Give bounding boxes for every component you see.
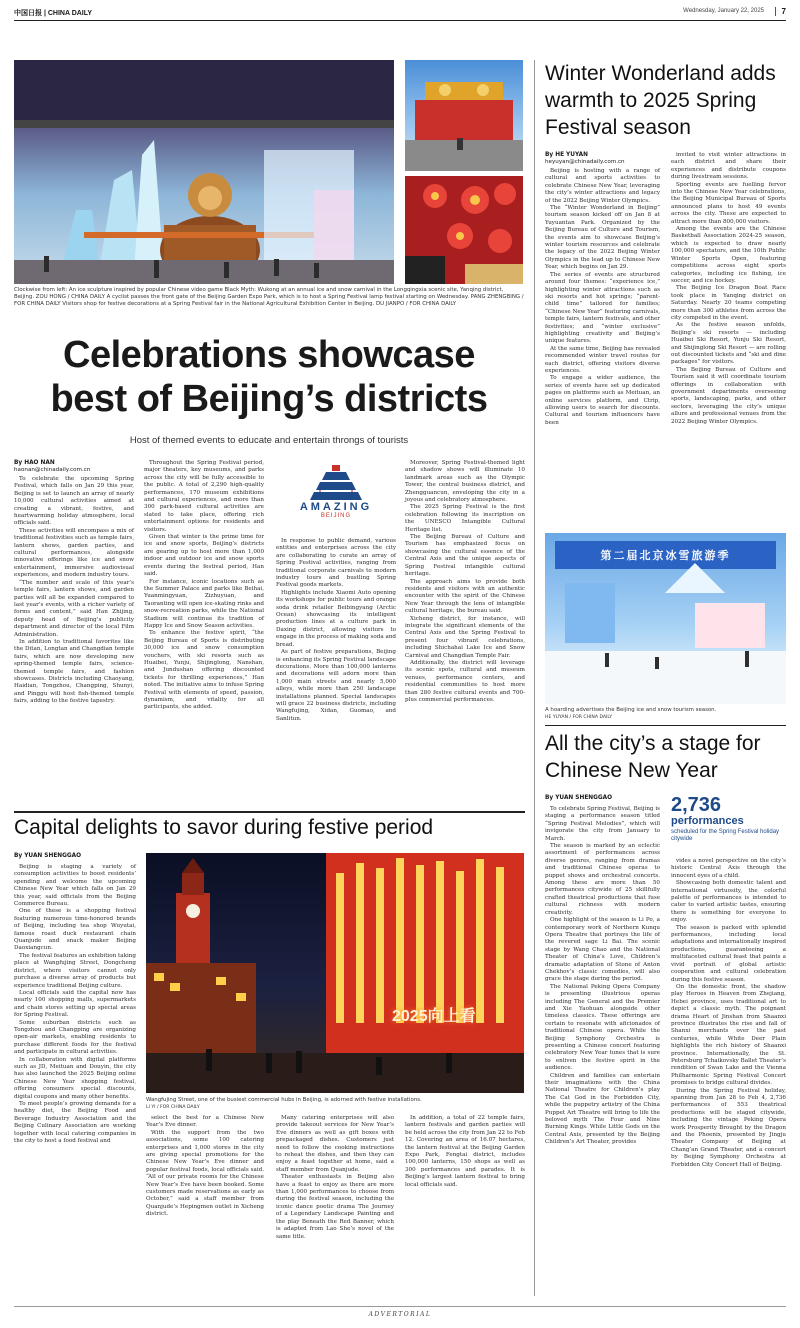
ski-season-hoarding-photo <box>545 533 786 704</box>
stage-stat-unit: performances <box>671 815 744 827</box>
main-headline-line2: best of Beijing’s districts <box>50 378 488 420</box>
paragraph: One of these is a shopping festival featuring numerous time-honored brands of Beijing, including tea shop Wuyutai, famous roast duck restaurant chain Quanjude and snack maker Beijing Daoxiangcun. <box>14 908 136 952</box>
winter-column-1 <box>545 168 660 427</box>
hoarding-banner-text: 第二届北京冰雪旅游季 <box>600 550 731 562</box>
main-byline-email: haonan@chinadaily.com.cn <box>14 467 91 473</box>
logo-beijing-text: BEIJING <box>320 513 352 519</box>
wangfujing-sign-text: 2025向上看 <box>392 1008 476 1025</box>
paragraph: Beijing is staging a variety of consumption activities to boost residents’ spending and welcome the upcoming Chinese New Year which falls on Jan 29 this year, said officials from the Beijing Commerce Bureau. <box>14 864 136 908</box>
amazing-beijing-logo <box>276 462 396 522</box>
main-column-1 <box>14 476 134 706</box>
main-column-3 <box>276 538 396 723</box>
expo-gate-illustration <box>405 60 523 171</box>
capital-column-1 <box>14 864 136 1145</box>
paragraph: select the best for a Chinese New Year’s Eve dinner. <box>146 1115 264 1129</box>
capital-top-rule <box>14 811 525 813</box>
main-headline <box>14 333 524 421</box>
paragraph: To celebrate Spring Festival, Beijing is staging a performance season titled “Spring Festival Melodies”, which will invigorate the city from January to March. <box>545 806 660 842</box>
paragraph: invited to visit winter attractions in each district and share their experiences and distribute coupons during livestream sessions. <box>671 152 786 181</box>
paragraph: As the festive season unfolds, Beijing’s ski resorts — including Huaibei Ski Resort, Yunju Ski Resort, and Shijinglong Ski Resort — are rolling out discounted tickets and “ski and dine packages” for visitors. <box>671 322 786 366</box>
garden-expo-gate-photo <box>405 60 523 171</box>
paragraph: The series of events are structured around four themes: “experience ice,” highlighting winter attractions such as ski resorts and hot springs; “parent-child time” tailored for families; “Chinese New Year” featuring carnivals, temple fairs, lantern festivals, and other festivities; and “winter exclusive” highlighting creativity and Beijing’s unique features. <box>545 271 660 345</box>
paragraph: vides a novel perspective on the city’s historic Central Axis through the innocent eyes of a child. <box>671 858 786 879</box>
paragraph: These activities will encompass a mix of traditional festivities such as temple fairs, lantern shows, garden parties, and cultural performances, alongside innovative offerings like ice and snow entertainment, immersive audiovisual experiences, and modern industry tours. <box>14 527 134 579</box>
capital-byline <box>14 853 136 860</box>
paragraph: The Beijing Bureau of Culture and Tourism said it will coordinate tourism offerings in collaboration with government departments overseeing sports, landscaping, parks, and other sectors, leveraging the city’s unique allure and professional venues from the 2022 Beijing Winter Olympics. <box>671 366 786 425</box>
winter-byline-name: By HE YUYAN <box>545 152 588 158</box>
paragraph: The Beijing Ice Dragon Boat Race took place in Yanqing district on Saturday. Nearly 20 teams competing more than 300 athletes from across the city competed in the event. <box>671 285 786 321</box>
paragraph: Xicheng district, for instance, will integrate the significant elements of the Central Axis and the Spring Festival to present four vibrant celebrations, including Shichahai Lake Ice and Snow Carnival and Changdian Temple Fair. <box>405 615 525 659</box>
capital-headline: Capital delights to savor during festive period <box>14 816 434 839</box>
paragraph: The National Peking Opera Company is presenting illustrious operas including The General and the Premier and Xie Yaohuan alongside other timeless classics. These offerings are certain to resonate with aficionados of traditional Chinese opera. While the Beijing Symphony Orchestra is presenting a Chinese concert featuring celebratory New Year tunes that is sure to enliven the festive spirit in the audience. <box>545 983 660 1072</box>
masthead <box>14 7 786 21</box>
paragraph: To enhance the festive spirit, “the Beijing Bureau of Sports is distributing 30,000 ice and snow consumption vouchers, with ski resorts such as Huaibei, Yunju, Shijinglong, Nanshan, and Jundushan offering discounted tickets for thrilling experiences,” Han noted. The initiative aims to infuse Spring Festival with elements of speed, passion, dynamism, and vitality for all participants, she added. <box>144 630 264 711</box>
footer-label: ADVERTORIAL <box>368 1311 432 1318</box>
stage-byline-name: By YUAN SHENGGAO <box>545 795 613 801</box>
masthead-date: Wednesday, January 22, 2025 <box>683 8 764 14</box>
paragraph: Throughout the Spring Festival period, major theaters, key museums, and parks across the city will be fully accessible to the public. A total of 2,290 high-quality performances, 170 museum exhibitions and cultural experiences, and more than 300 park-based cultural activities are slated to take place, offering rich entertainment options for residents and visitors. <box>144 460 264 533</box>
paragraph: Many catering enterprises will also provide takeout services for New Year’s Eve dinners as well as gift boxes with prepackaged dishes. Customers just need to follow the cooking instructions to reheat the dishes, and then they can enjoy a feast together at home, said a staff member from Quanjude. <box>276 1115 394 1173</box>
paragraph: The festival features an exhibition taking place at Wangfujing Street, Dongcheng district, where visitors cannot only purchase a diverse array of products but experience traditional Beijing culture. <box>14 952 136 989</box>
main-column-4 <box>405 460 525 704</box>
ice-sculpture-illustration <box>14 60 394 284</box>
stage-stat-desc: scheduled for the Spring Festival holiday citywide <box>671 829 780 843</box>
masthead-title: 中国日报 | CHINA DAILY <box>14 10 93 17</box>
paragraph: With the support from the two associations, some 100 catering enterprises and 1,000 stores in the city are giving special promotions for the Chinese New Year’s Eve dinner and popular festival foods, local officials said. “All of our private rooms for the Chinese New Year’s Eve have been booked. Some customers made reservations as early as October,” said a staff member from Quanjude’s Hepingmen outlet in Xicheng district. <box>146 1129 264 1218</box>
festival-fair-photo <box>405 176 523 284</box>
stage-headline: All the city’s a stage for Chinese New Year <box>545 732 761 782</box>
paragraph: At the same time, Beijing has revealed recommended winter travel routes for each district, offering visitors diverse experiences. <box>545 345 660 374</box>
stage-stat-number: 2,736 <box>671 794 722 816</box>
paragraph: Among the events are the Chinese Basketball Association 2024-25 season, which is expected to draw nearly 100,000 spectators, and the 10th Public Winter Sports Open, featuring competitions across eight sports categories, including ice fishing, ice soccer, and ice hockey. <box>671 226 786 284</box>
winter-photo-caption <box>545 707 786 721</box>
capital-column-4 <box>405 1115 525 1189</box>
winter-photo-credit: HE YUYAN / FOR CHINA DAILY <box>545 715 613 720</box>
footer-rule <box>14 1306 786 1307</box>
winter-byline-email: heyuyan@chinadaily.com.cn <box>545 159 625 165</box>
stage-column-2 <box>671 858 786 1169</box>
column-divider <box>534 60 535 1296</box>
ice-sculpture-photo <box>14 60 394 284</box>
paragraph: To engage a wider audience, the series of events have set up dedicated pages on platforms such as Meituan, an online services platform, and Ctrip, allowing users to search for discounts. Cultural and tourism influencers have been <box>545 375 660 426</box>
paragraph: Highlights include Xiaomi Auto opening its workshops for public tours and orange soda drink retailer Beibingyang (Arctic Ocean) showcasing its intelligent production lines at a culture park in Daxing district, allowing visitors to engage in the process of making soda and bread. <box>276 589 396 648</box>
paragraph: During the Spring Festival holiday, spanning from Jan 28 to Feb 4, 2,736 performances of 553 theatrical productions will be staged citywide, including the vintage Peking Opera work Prosperity Brought by the Dragon and the Phoenix, presented by Jingju Theater Company of Beijing at Chang’an Grand Theater, and a concert by Beijing Symphony Orchestra at Forbidden City Concert Hall of Beijing. <box>671 1087 786 1168</box>
winter-byline <box>545 152 660 166</box>
paragraph: Moreover, Spring Festival-themed light and shadow shows will illuminate 10 landmark areas such as the Olympic Tower, the central business district, and Zhengguancun, enveloping the city in a joyous and celebratory atmosphere. <box>405 460 525 504</box>
winter-headline: Winter Wonderland adds warmth to 2025 Spring Festival season <box>545 62 776 139</box>
paragraph: The season is marked by an eclectic assortment of performances across diverse genres, ranging from dramas and traditional Chinese operas to puppet shows and orchestral concerts. Among these are more than 50 performances citywide of 25 skillfully crafted theatrical productions that fuse cultural richness with modern creativity. <box>545 843 660 916</box>
main-column-2 <box>144 460 264 712</box>
main-byline-name: By HAO NAN <box>14 460 55 466</box>
paragraph: On the domestic front, the shadow play Heroes in Heaven from Zhejiang, Hebei province, uses traditional art to depict a classic myth. The poignant drama Heart of Jinshan from Shaanxi province illustrates the rise and fall of Shanxi merchants over the past centuries, while White Deer Plain highlights the rich history of Shaanxi province. Internationally, the St. Petersburg Tchaikovsky Ballet Theater’s rendition of Swan Lake and the Vienna Philharmonic Spring Festival Concert promises to bridge cultural divides. <box>671 983 786 1087</box>
wangfujing-illustration <box>146 853 524 1093</box>
paragraph: The “Winter Wonderland in Beijing” tourism season kicked off on Jan 8 at Yuyuantan Park. Organized by the Beijing Bureau of Culture and Tourism, the events aim to showcase Beijing’s winter tourism resources and celebrate the legacy of the 2022 Beijing Winter Olympics in the lead up to Chinese New Year, which begins on Jan 29. <box>545 205 660 271</box>
stage-stat-box <box>671 795 786 844</box>
top-photo-caption: Clockwise from left: An ice sculpture inspired by popular Chinese video game Black Myth: Wukong at an annual ice and snow carnival in the Longqingxia scenic site, Yanqing district, Beijing. ZOU HONG / CHINA DAILY A cyclist passes the front gate of the Beijing Garden Expo Park, which is to host a Spring Festival lamp festival starting on Wednesday. PANG ZHENGBING / FOR CHINA DAILY Visitors shop for festive decorations at a Spring Festival fair in the National Agricultural Exhibition Center in Beijing. DU JIANPO / FOR CHINA DAILY <box>14 287 524 307</box>
wangfujing-photo <box>146 853 524 1093</box>
paragraph: Children and families can entertain their imaginations with the China National Theatre for Children’s play The Cat God in the Forbidden City, while the puppetry artistry of the China Puppet Art Theatre will bring to life the beloved myth The Four and Nine Burning Kings. While Little Gods on the Central Axis, presented by the Beijing Children’s Art Theater, provides <box>545 1072 660 1146</box>
capital-column-2 <box>146 1115 264 1219</box>
paragraph: The approach aims to provide both residents and visitors with an authentic encounter with the spirit of the Chinese New Year through the lens of intangible cultural heritage, the bureau said. <box>405 578 525 615</box>
paragraph: As part of festive preparations, Beijing is enhancing its Spring Festival landscape decorations. More than 100,000 lanterns and decorations will adorn more than 1,000 main streets and nearly 5,000 alleys, while more than 250 landscape installations planned. Special landscapes will grace 22 business districts, including Wangfujing, Xidan, Guomao, and Sanlitun. <box>276 649 396 722</box>
logo-amazing-text: AMAZING <box>299 501 373 513</box>
winter-photo-caption-text: A hoarding advertises the Beijing ice and snow tourism season. <box>545 707 717 713</box>
paragraph: “The number and scale of this year’s temple fairs, lantern shows, and garden parties will all be expanded compared to last year’s events, with a richer variety of forms and content,” said Han Zhijing, deputy head of Beijing’s publicity department and director of the local Film Administration. <box>14 579 134 638</box>
page-number: 7 <box>775 7 786 16</box>
main-headline-line1: Celebrations showcase <box>63 334 475 376</box>
paragraph: One highlight of the season is Li Po, a contemporary work of Northern Kunqu Opera Theatre that portrays the life of the revered sage Li Bai. The scenic stage by Wang Chao and the National Theater of China’s Love, Children’s dramatic adaptation of Stone of Anton Chekhov’s classic comedies, will also grace the stage during the period. <box>545 917 660 983</box>
capital-byline-name: By YUAN SHENGGAO <box>14 853 82 859</box>
paragraph: Theater enthusiasts in Beijing also have a feast to enjoy as there are more than 1,000 performances to choose from during the festival season, including the iconic dance poetic drama The Journey of a Legendary Landscape Painting and the play Beneath the Red Banner, which is adapted from Lao She’s novel of the same title. <box>276 1174 394 1240</box>
paragraph: The Beijing Bureau of Culture and Tourism has emphasized focus on showcasing the cultural essence of the Central Axis and the unique aspects of Spring Festival intangible cultural heritage. <box>405 534 525 578</box>
stage-column-1 <box>545 806 660 1147</box>
paragraph: To meet people’s growing demands for a healthy diet, the Beijing Food and Beverage Industry Association and the Beijing Culinary Association are working together with local catering companies in the city to host a food festival and <box>14 1101 136 1145</box>
paragraph: Sporting events are fuelling fervor into the Chinese New Year celebrations, the Beijing Municipal Bureau of Sports announced plans to host 49 events across the city. These are expected to attract more than 800,000 visitors. <box>671 181 786 225</box>
fair-decorations-illustration <box>405 176 523 284</box>
paragraph: Local officials said the capital now has nearly 100 shopping malls, supermarkets and chain stores setting up special areas for Spring Festival. <box>14 989 136 1019</box>
main-byline <box>14 460 134 474</box>
paragraph: Some suburban districts such as Tongzhou and Changping are organizing open-air markets, enabling residents to purchase different foods for the festival and participate in cultural activities. <box>14 1019 136 1056</box>
capital-photo-credit: LI YI / FOR CHINA DAILY <box>146 1105 200 1110</box>
capital-photo-caption-text: Wangfujing Street, one of the busiest commercial hubs in Beijing, is adorned with festive installations. <box>146 1097 422 1103</box>
paragraph: Beijing is hosting with a range of cultural and sports activities to celebrate Chinese New Year, leveraging the city’s winter attractions and legacy of the 2022 Beijing Winter Olympics. <box>545 168 660 204</box>
paragraph: Additionally, the district will leverage its scenic spots, cultural and museum venues, performance centers, and residential communities to host more than 280 festive cultural events and 700-plus commercial performances. <box>405 659 525 703</box>
paragraph: Showcasing both domestic talent and international virtuosity, the colorful palette of performances is intended to cater to varied artistic tastes, ensuring there is something for everyone to enjoy. <box>671 880 786 924</box>
paragraph: In collaboration with digital platforms such as JD, Meituan and Douyin, the city has also launched the 2025 Beijing online Chinese New Year shopping festival, offering consumers special discounts, digital coupons and many other benefits. <box>14 1056 136 1100</box>
winter-stage-divider <box>545 725 786 726</box>
capital-column-3 <box>276 1115 394 1241</box>
paragraph: To celebrate the upcoming Spring Festival, which falls on Jan 29 this year, Beijing is set to launch an array of nearly 10,000 cultural activities aimed at creating a vibrant, festive, and heartwarming holiday atmosphere, local officials said. <box>14 476 134 527</box>
capital-photo-caption <box>146 1097 524 1111</box>
main-subhead: Host of themed events to educate and entertain throngs of tourists <box>129 435 409 446</box>
paragraph: For instance, iconic locations such as the Summer Palace and parks like Beihai, Yuanmingyuan, Zizhuyuan, and Taoranting will open ice-skating rinks and snow-recreation parks, while the National Stadium will continue its tradition of Happy Ice and Snow Season activities. <box>144 578 264 629</box>
stage-byline <box>545 795 660 802</box>
paragraph: The season is packed with splendid performances, including local adaptations and internationally inspired productions, guaranteeing a multifaceted cultural feast that paints a vivid portrait of global artistic cooperation and cultural celebration during this festive season. <box>671 924 786 983</box>
paragraph: In addition to traditional favorites like the Ditan, Longtan and Changdian temple fairs, which are now developing new spring-themed temple fairs, science-themed temple fairs, and fashion showcases. Districts including Chaoyang, Haidian, Tongzhou, Changping, Shunyi, and Pinggu will host fish-themed temple fairs, adding to the festive tapestry. <box>14 638 134 705</box>
paragraph: The 2025 Spring Festival is the first celebration following its inscription on the UNESCO Intangible Cultural Heritage list. <box>405 504 525 533</box>
paragraph: In response to public demand, various entities and enterprises across the city are collaborating to curate an array of Spring Festival activities, ranging from traditional corporate carnivals to modern industry tours and bustling Spring Festival goods markets. <box>276 538 396 589</box>
paragraph: Given that winter is the prime time for ice and snow sports, Beijing’s districts are gearing up to host more than 1,000 indoor and outdoor ice and snow sports events during the festival period, Han said. <box>144 534 264 578</box>
paragraph: In addition, a total of 22 temple fairs, lantern festivals and garden parties will be held across the city from Jan 22 to Feb 12. Covering an area of 16.07 hectares, the lantern festival at the Beijing Garden Expo Park, Fengtai district, includes 100,000 lanterns, 150 shops as well as 300 performances and parades. It is Beijing’s largest lantern festival to bring local officials said. <box>405 1115 525 1188</box>
winter-column-2 <box>671 152 786 426</box>
